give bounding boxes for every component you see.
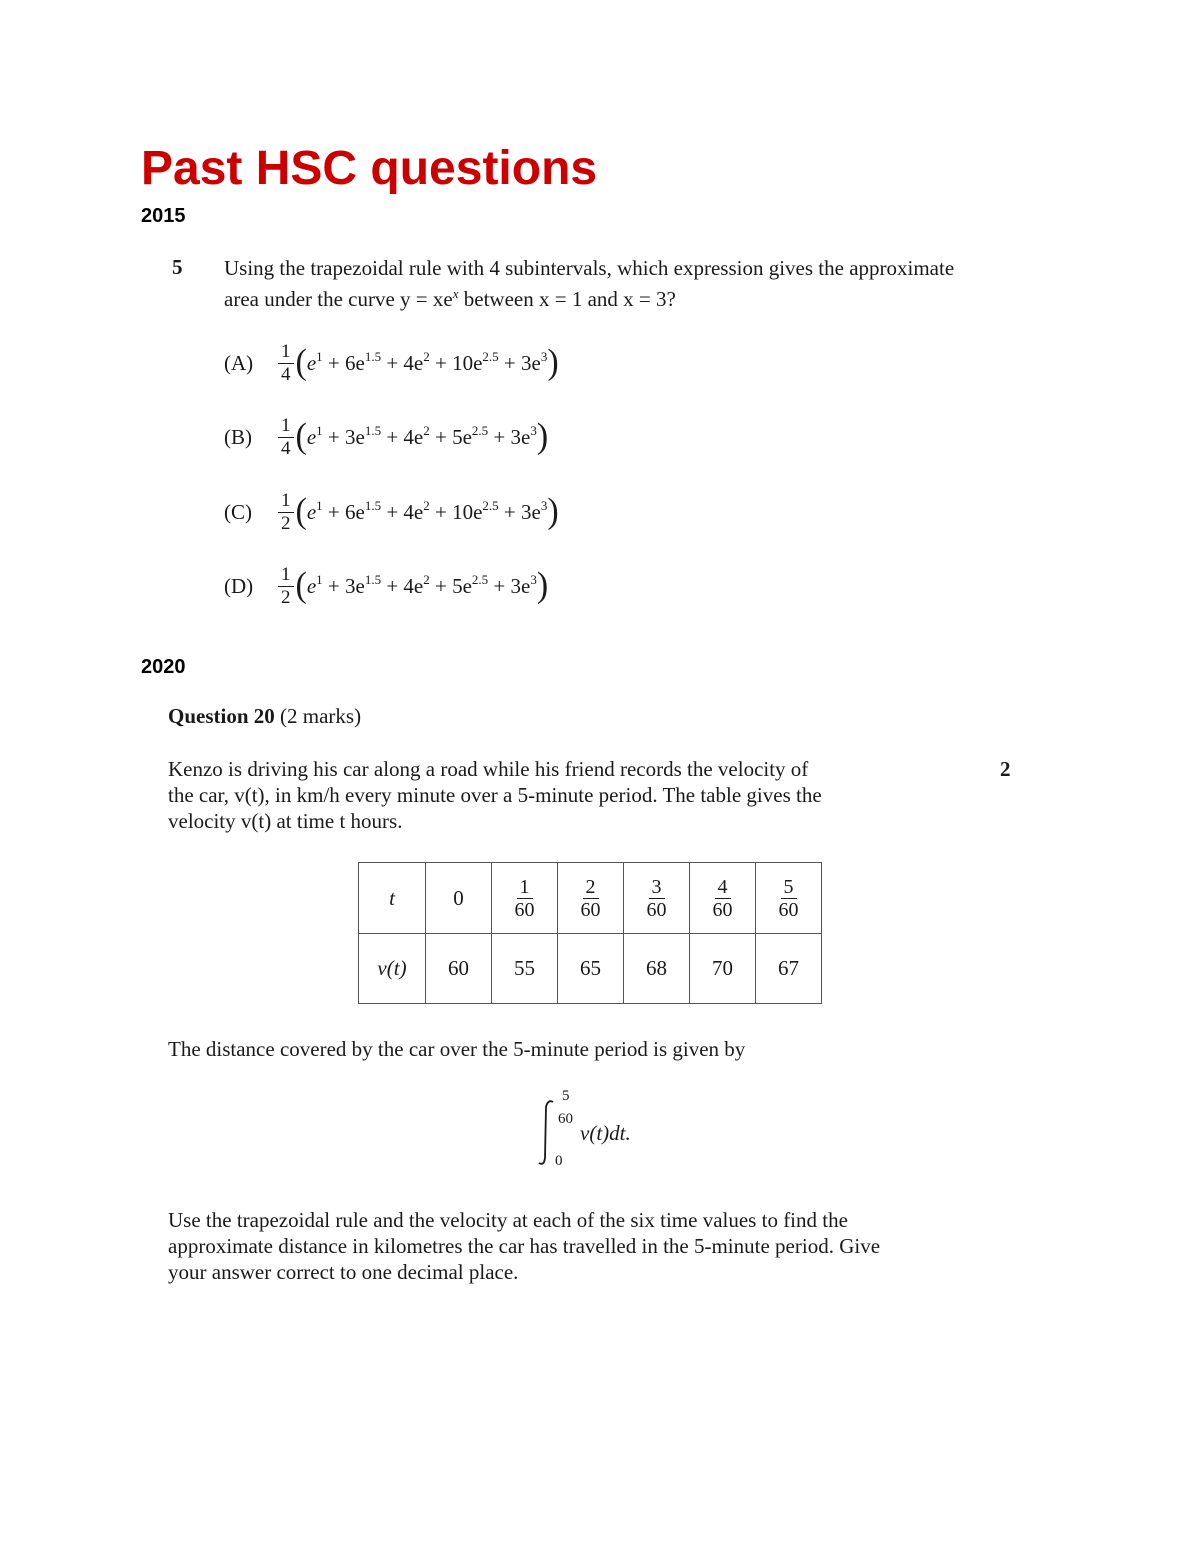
question-number: 5: [172, 255, 183, 279]
table-cell: $\frac{3}{60}$: [624, 863, 690, 934]
intro-line3: velocity v(t) at time t hours.: [168, 809, 403, 833]
integrand: v(t)dt.: [580, 1121, 631, 1145]
task-line1: Use the trapezoidal rule and the velocity at each of the six time values to find the: [168, 1208, 848, 1232]
table-cell: $\frac{2}{60}$: [558, 863, 624, 934]
question-20-heading: [168, 703, 361, 729]
table-cell: 65: [558, 934, 624, 1004]
coefficient-fraction: $\frac{1}{2}$: [278, 565, 294, 608]
intro-line1: Kenzo is driving his car along a road while his friend records the velocity of: [168, 757, 809, 781]
coefficient-fraction: $\frac{1}{4}$: [278, 416, 294, 459]
option-label: (D): [224, 573, 254, 598]
stem-superscript: x: [452, 286, 459, 301]
question-heading-label: Question 20: [168, 704, 275, 728]
table-cell: 60: [426, 934, 492, 1004]
option-a[interactable]: (A) $\frac{1}{4}$ ( $e^1 + 6e^{1.5} + 4e^2 + 10e^{2.5} + 3e^3$ ): [224, 340, 559, 385]
marks-value: 2: [1000, 757, 1011, 781]
velocity-row: [359, 934, 822, 1004]
option-expression: $e^1 + 3e^{1.5} + 4e^2 + 5e^{2.5} + 3e^3$: [306, 422, 537, 449]
intro-line2: the car, v(t), in km/h every minute over a 5-minute period. The table gives the: [168, 783, 822, 807]
integral-upper-num: 5: [562, 1088, 570, 1104]
coefficient-fraction: $\frac{1}{4}$: [278, 342, 294, 385]
table-cell: $\frac{5}{60}$: [756, 863, 822, 934]
task-line2: approximate distance in kilometres the car has travelled in the 5-minute period. Give: [168, 1234, 881, 1258]
table-cell: $\frac{1}{60}$: [492, 863, 558, 934]
stem-part: area under the curve y = xe: [224, 287, 453, 311]
option-b[interactable]: (B) $\frac{1}{4}$ ( $e^1 + 3e^{1.5} + 4e^2 + 5e^{2.5} + 3e^3$ ): [224, 414, 549, 459]
table-header-t: t: [359, 863, 426, 934]
option-expression: $e^1 + 6e^{1.5} + 4e^2 + 10e^{2.5} + 3e^3$: [306, 497, 548, 524]
option-label: (C): [224, 499, 252, 524]
page-title: Past HSC questions: [141, 142, 598, 195]
task-line3: your answer correct to one decimal place.: [168, 1260, 519, 1284]
integral-lower: 0: [555, 1153, 563, 1169]
table-cell: $\frac{4}{60}$: [690, 863, 756, 934]
time-row: [359, 863, 822, 934]
option-d[interactable]: (D) $\frac{1}{2}$ ( $e^1 + 3e^{1.5} + 4e^2 + 5e^{2.5} + 3e^3$ ): [224, 563, 549, 608]
option-expression: $e^1 + 3e^{1.5} + 4e^2 + 5e^{2.5} + 3e^3$: [306, 571, 537, 598]
integral-upper-den: 60: [558, 1111, 573, 1127]
question-marks-text: (2 marks): [274, 704, 362, 728]
question-stem-line1: Using the trapezoidal rule with 4 subintervals, which expression gives the approximate: [224, 256, 955, 280]
table-cell: 67: [756, 934, 822, 1004]
velocity-table: [358, 862, 822, 1004]
year-heading-2015: 2015: [141, 205, 186, 227]
coefficient-fraction: $\frac{1}{2}$: [278, 491, 294, 534]
table-cell: 0: [426, 863, 492, 934]
option-c[interactable]: (C) $\frac{1}{2}$ ( $e^1 + 6e^{1.5} + 4e^2 + 10e^{2.5} + 3e^3$ ): [224, 489, 559, 534]
option-label: (A): [224, 350, 254, 375]
question-stem-line2: [224, 281, 676, 312]
table-header-v: v(t): [359, 934, 426, 1004]
table-cell: 55: [492, 934, 558, 1004]
distance-text: The distance covered by the car over the 5-minute period is given by: [168, 1037, 746, 1061]
option-expression: $e^1 + 6e^{1.5} + 4e^2 + 10e^{2.5} + 3e^3$: [306, 348, 548, 375]
year-heading-2020: 2020: [141, 656, 186, 678]
stem-part-rest: between x = 1 and x = 3?: [458, 287, 676, 311]
table-cell: 70: [690, 934, 756, 1004]
option-label: (B): [224, 424, 252, 449]
table-cell: 68: [624, 934, 690, 1004]
